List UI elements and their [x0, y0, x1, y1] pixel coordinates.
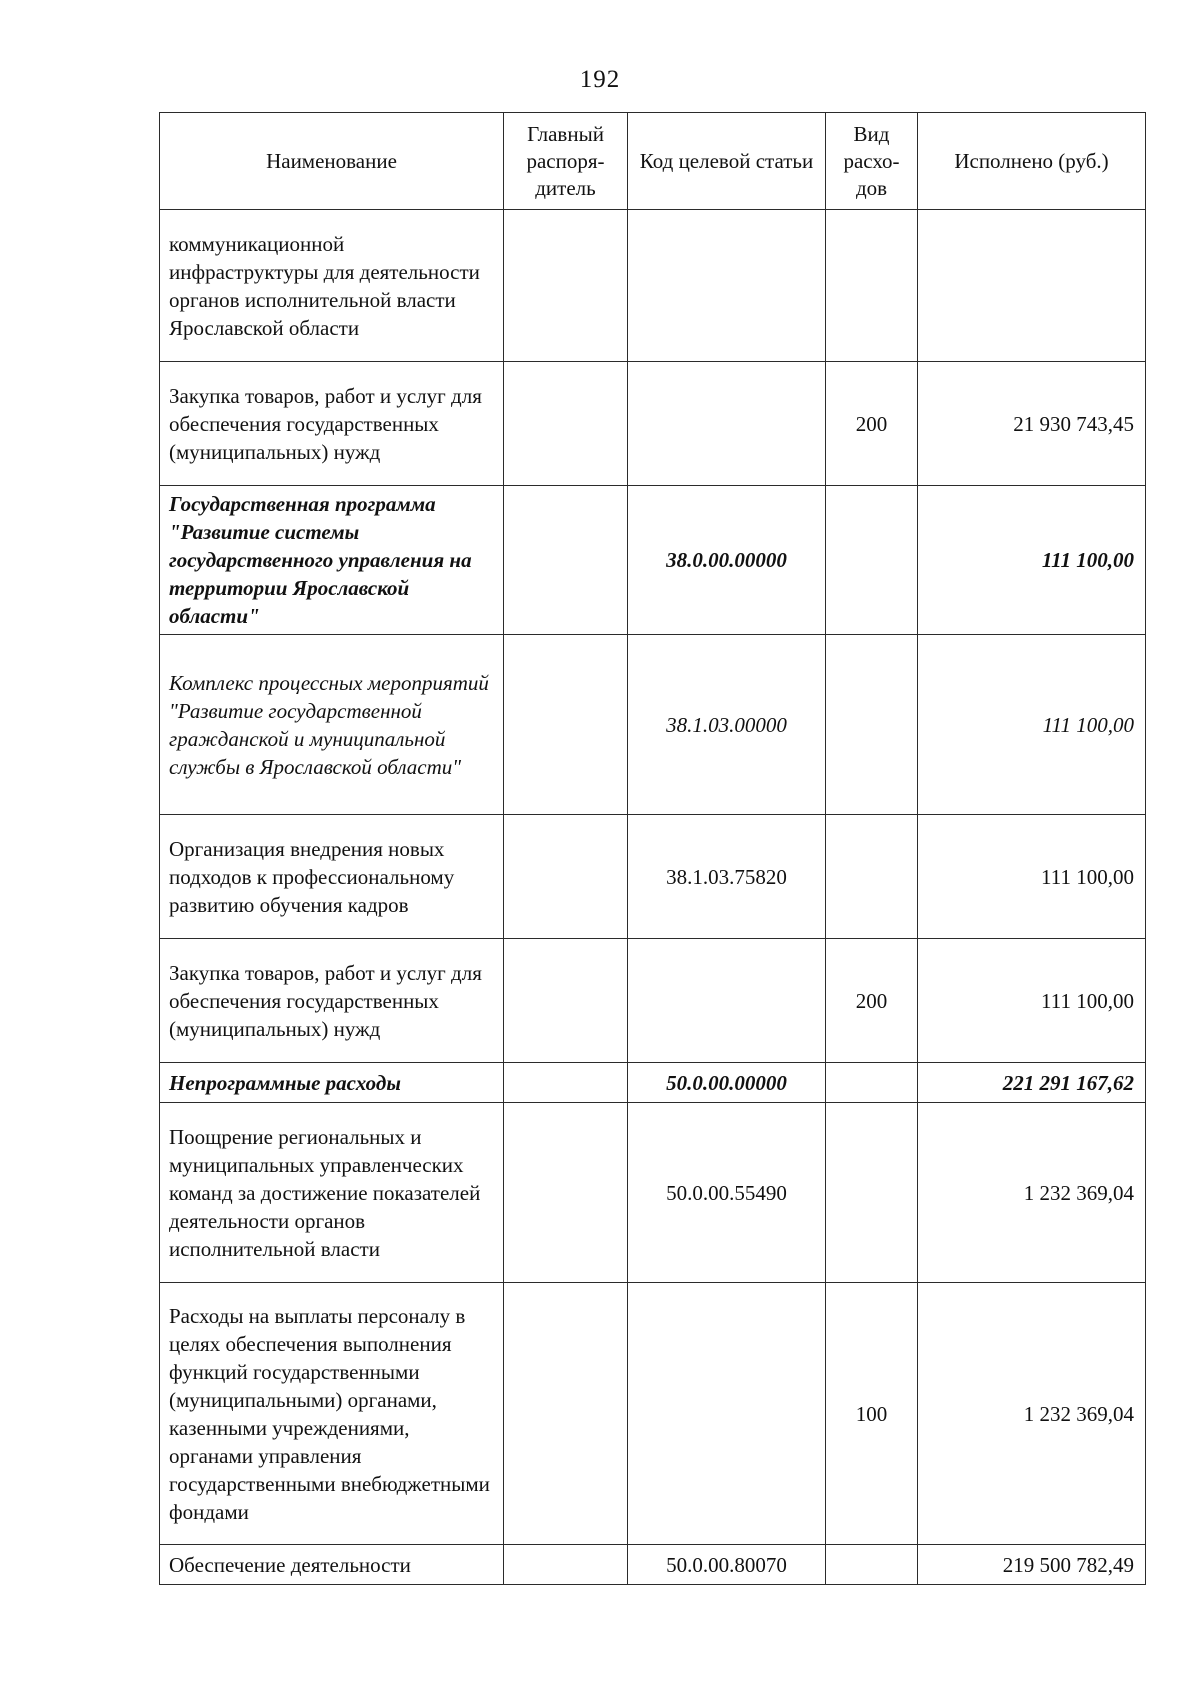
cell-type: 100 — [826, 1283, 918, 1545]
cell-name: Государственная программа "Развитие системы государственного управления на территории Ярославской области" — [160, 486, 504, 635]
cell-manager — [504, 635, 628, 815]
cell-name: Комплекс процессных мероприятий "Развитие государственной гражданской и муниципальной службы в Ярославской области" — [160, 635, 504, 815]
header-manager: Главный распоря-дитель — [504, 113, 628, 210]
cell-type — [826, 210, 918, 362]
cell-name: коммуникационной инфраструктуры для деятельности органов исполнительной власти Ярославской области — [160, 210, 504, 362]
cell-type — [826, 1103, 918, 1283]
table-row — [160, 635, 1146, 815]
cell-code: 50.0.00.80070 — [628, 1545, 826, 1585]
cell-code: 38.1.03.00000 — [628, 635, 826, 815]
cell-executed: 111 100,00 — [918, 635, 1146, 815]
cell-code: 50.0.00.55490 — [628, 1103, 826, 1283]
page-number: 192 — [579, 66, 621, 93]
cell-code — [628, 362, 826, 486]
cell-manager — [504, 1545, 628, 1585]
cell-type: 200 — [826, 362, 918, 486]
cell-executed: 111 100,00 — [918, 815, 1146, 939]
cell-name: Закупка товаров, работ и услуг для обеспечения государственных (муниципальных) нужд — [160, 939, 504, 1063]
cell-manager — [504, 815, 628, 939]
cell-type — [826, 486, 918, 635]
table-row — [160, 939, 1146, 1063]
cell-code — [628, 1283, 826, 1545]
cell-manager — [504, 486, 628, 635]
cell-name: Расходы на выплаты персоналу в целях обеспечения выполнения функций государственными (муниципальными) органами, казенными учреждениями, органами управления государственными внебюджетными фондами — [160, 1283, 504, 1545]
table-row — [160, 1545, 1146, 1585]
cell-type — [826, 1545, 918, 1585]
cell-executed: 219 500 782,49 — [918, 1545, 1146, 1585]
cell-name: Обеспечение деятельности — [160, 1545, 504, 1585]
cell-name: Закупка товаров, работ и услуг для обеспечения государственных (муниципальных) нужд — [160, 362, 504, 486]
header-name: Наименование — [160, 113, 504, 210]
cell-name: Непрограммные расходы — [160, 1063, 504, 1103]
table-row — [160, 486, 1146, 635]
cell-manager — [504, 362, 628, 486]
cell-executed: 21 930 743,45 — [918, 362, 1146, 486]
cell-type: 200 — [826, 939, 918, 1063]
expenditure-table — [159, 112, 1146, 1585]
cell-code — [628, 210, 826, 362]
cell-type — [826, 1063, 918, 1103]
table-row — [160, 362, 1146, 486]
cell-manager — [504, 1103, 628, 1283]
cell-executed: 1 232 369,04 — [918, 1103, 1146, 1283]
cell-code: 38.0.00.00000 — [628, 486, 826, 635]
header-executed: Исполнено (руб.) — [918, 113, 1146, 210]
cell-executed: 111 100,00 — [918, 939, 1146, 1063]
cell-executed: 111 100,00 — [918, 486, 1146, 635]
header-type: Вид расхо-дов — [826, 113, 918, 210]
table-row — [160, 1283, 1146, 1545]
cell-code: 50.0.00.00000 — [628, 1063, 826, 1103]
cell-executed: 1 232 369,04 — [918, 1283, 1146, 1545]
cell-manager — [504, 939, 628, 1063]
cell-executed — [918, 210, 1146, 362]
cell-type — [826, 635, 918, 815]
cell-code: 38.1.03.75820 — [628, 815, 826, 939]
cell-executed: 221 291 167,62 — [918, 1063, 1146, 1103]
cell-manager — [504, 210, 628, 362]
table-header-row — [160, 113, 1146, 210]
table-row — [160, 1063, 1146, 1103]
cell-manager — [504, 1283, 628, 1545]
table-row — [160, 210, 1146, 362]
cell-manager — [504, 1063, 628, 1103]
header-code: Код целевой статьи — [628, 113, 826, 210]
cell-name: Поощрение региональных и муниципальных управленческих команд за достижение показателей деятельности органов исполнительной власти — [160, 1103, 504, 1283]
table-row — [160, 1103, 1146, 1283]
cell-code — [628, 939, 826, 1063]
table-row — [160, 815, 1146, 939]
cell-type — [826, 815, 918, 939]
cell-name: Организация внедрения новых подходов к профессиональному развитию обучения кадров — [160, 815, 504, 939]
